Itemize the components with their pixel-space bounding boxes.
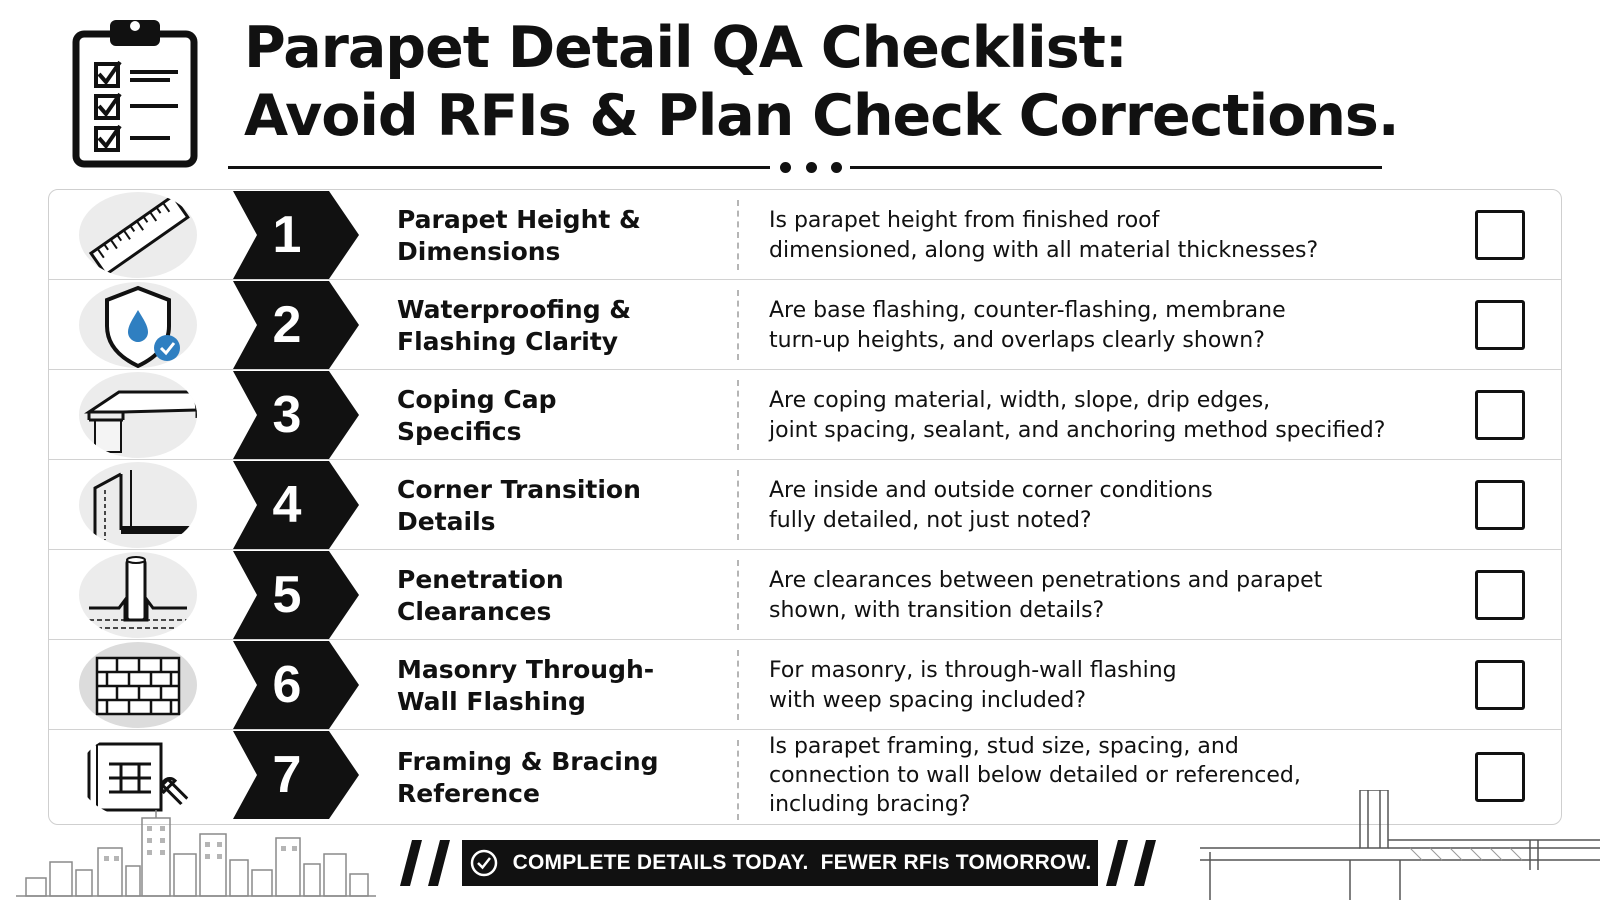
item-title-5	[397, 564, 697, 628]
item-question-2-line-1: Are base flashing, counter-flashing, membrane	[769, 298, 1286, 323]
item-title-4-line-1: Corner Transition	[397, 475, 641, 504]
item-question-1-line-1: Is parapet height from finished roof	[769, 208, 1160, 233]
item-question-7-line-1: Is parapet framing, stud size, spacing, and	[769, 734, 1239, 759]
step-number-1: 1	[272, 206, 302, 264]
checklist-row-2	[49, 280, 1562, 370]
item-question-7-line-2: connection to wall below detailed or referenced,	[769, 763, 1301, 788]
brick-wall-icon	[79, 642, 197, 728]
title-rule-right	[850, 166, 1382, 169]
item-question-3	[769, 386, 1429, 446]
banner-slash-right-2	[1134, 840, 1156, 886]
check-circle-icon	[469, 848, 499, 878]
item-title-3-line-2: Specifics	[397, 417, 522, 446]
step-number-6: 6	[272, 656, 302, 714]
row-divider	[737, 200, 739, 270]
checkbox-item-2[interactable]	[1475, 300, 1525, 350]
item-question-4-line-1: Are inside and outside corner conditions	[769, 478, 1213, 503]
banner-text: COMPLETE DETAILS TODAY. FEWER RFIs TOMORROW.	[512, 851, 1092, 874]
item-title-7-line-2: Reference	[397, 779, 540, 808]
roof-penetration-icon	[79, 552, 197, 638]
step-number-2: 2	[272, 296, 302, 354]
banner-slash-right-1	[1106, 840, 1128, 886]
item-title-1	[397, 204, 697, 268]
item-title-7-line-1: Framing & Bracing	[397, 747, 659, 776]
checkbox-item-1[interactable]	[1475, 210, 1525, 260]
item-question-6-line-1: For masonry, is through-wall flashing	[769, 658, 1177, 683]
checkbox-item-5[interactable]	[1475, 570, 1525, 620]
banner-content	[462, 840, 1098, 886]
checklist-row-5	[49, 550, 1562, 640]
item-question-6	[769, 656, 1429, 716]
page-title	[244, 14, 1399, 150]
checklist-row-1	[49, 190, 1562, 280]
item-title-3-line-1: Coping Cap	[397, 385, 557, 414]
shield-water-drop-icon	[79, 282, 197, 368]
checklist-row-4	[49, 460, 1562, 550]
step-number-4: 4	[272, 476, 302, 534]
item-question-3-line-2: joint spacing, sealant, and anchoring method specified?	[769, 418, 1386, 443]
coping-cap-icon	[79, 372, 197, 458]
item-title-1-line-2: Dimensions	[397, 237, 561, 266]
row-divider	[737, 560, 739, 630]
item-title-7	[397, 746, 697, 810]
checkbox-item-4[interactable]	[1475, 480, 1525, 530]
item-question-5-line-2: shown, with transition details?	[769, 598, 1105, 623]
item-title-5-line-2: Clearances	[397, 597, 552, 626]
step-number-7: 7	[272, 746, 302, 804]
item-question-3-line-1: Are coping material, width, slope, drip edges,	[769, 388, 1271, 413]
item-question-4	[769, 476, 1429, 536]
city-skyline-illustration	[16, 808, 376, 900]
item-title-6-line-2: Wall Flashing	[397, 687, 586, 716]
footer-banner	[400, 840, 1160, 886]
row-divider	[737, 290, 739, 360]
row-divider	[737, 380, 739, 450]
item-question-5-line-1: Are clearances between penetrations and parapet	[769, 568, 1323, 593]
checklist-row-6	[49, 640, 1562, 730]
item-question-6-line-2: with weep spacing included?	[769, 688, 1087, 713]
item-question-2	[769, 296, 1429, 356]
title-rule-left	[228, 166, 770, 169]
title-line-2: Avoid RFIs & Plan Check Corrections.	[244, 83, 1399, 149]
banner-slash-left-2	[428, 840, 450, 886]
item-title-2-line-1: Waterproofing &	[397, 295, 632, 324]
title-rule-dots	[780, 160, 842, 174]
parapet-section-drawing	[1200, 790, 1600, 900]
item-question-1	[769, 206, 1429, 266]
checklist-card	[48, 189, 1562, 825]
item-question-2-line-2: turn-up heights, and overlaps clearly shown?	[769, 328, 1265, 353]
step-number-5: 5	[272, 566, 302, 624]
checklist-row-3	[49, 370, 1562, 460]
title-line-1: Parapet Detail QA Checklist:	[244, 15, 1127, 81]
item-title-6-line-1: Masonry Through-	[397, 655, 655, 684]
item-title-2-line-2: Flashing Clarity	[397, 327, 619, 356]
item-question-7-line-3: including bracing?	[769, 792, 971, 817]
item-title-2	[397, 294, 697, 358]
banner-slash-left-1	[400, 840, 422, 886]
item-title-3	[397, 384, 697, 448]
row-divider	[737, 740, 739, 820]
header	[0, 0, 1600, 180]
row-divider	[737, 470, 739, 540]
item-title-4	[397, 474, 697, 538]
step-number-3: 3	[272, 386, 302, 444]
clipboard-checklist-icon	[70, 14, 200, 169]
item-title-6	[397, 654, 697, 718]
item-title-5-line-1: Penetration	[397, 565, 564, 594]
item-title-4-line-2: Details	[397, 507, 496, 536]
ruler-icon	[79, 192, 197, 278]
row-divider	[737, 650, 739, 720]
checkbox-item-3[interactable]	[1475, 390, 1525, 440]
item-title-1-line-1: Parapet Height &	[397, 205, 641, 234]
checkbox-item-6[interactable]	[1475, 660, 1525, 710]
item-question-5	[769, 566, 1429, 626]
item-question-4-line-2: fully detailed, not just noted?	[769, 508, 1092, 533]
item-question-1-line-2: dimensioned, along with all material thicknesses?	[769, 238, 1319, 263]
corner-transition-icon	[79, 462, 197, 548]
blueprint-wrench-icon	[79, 732, 197, 818]
